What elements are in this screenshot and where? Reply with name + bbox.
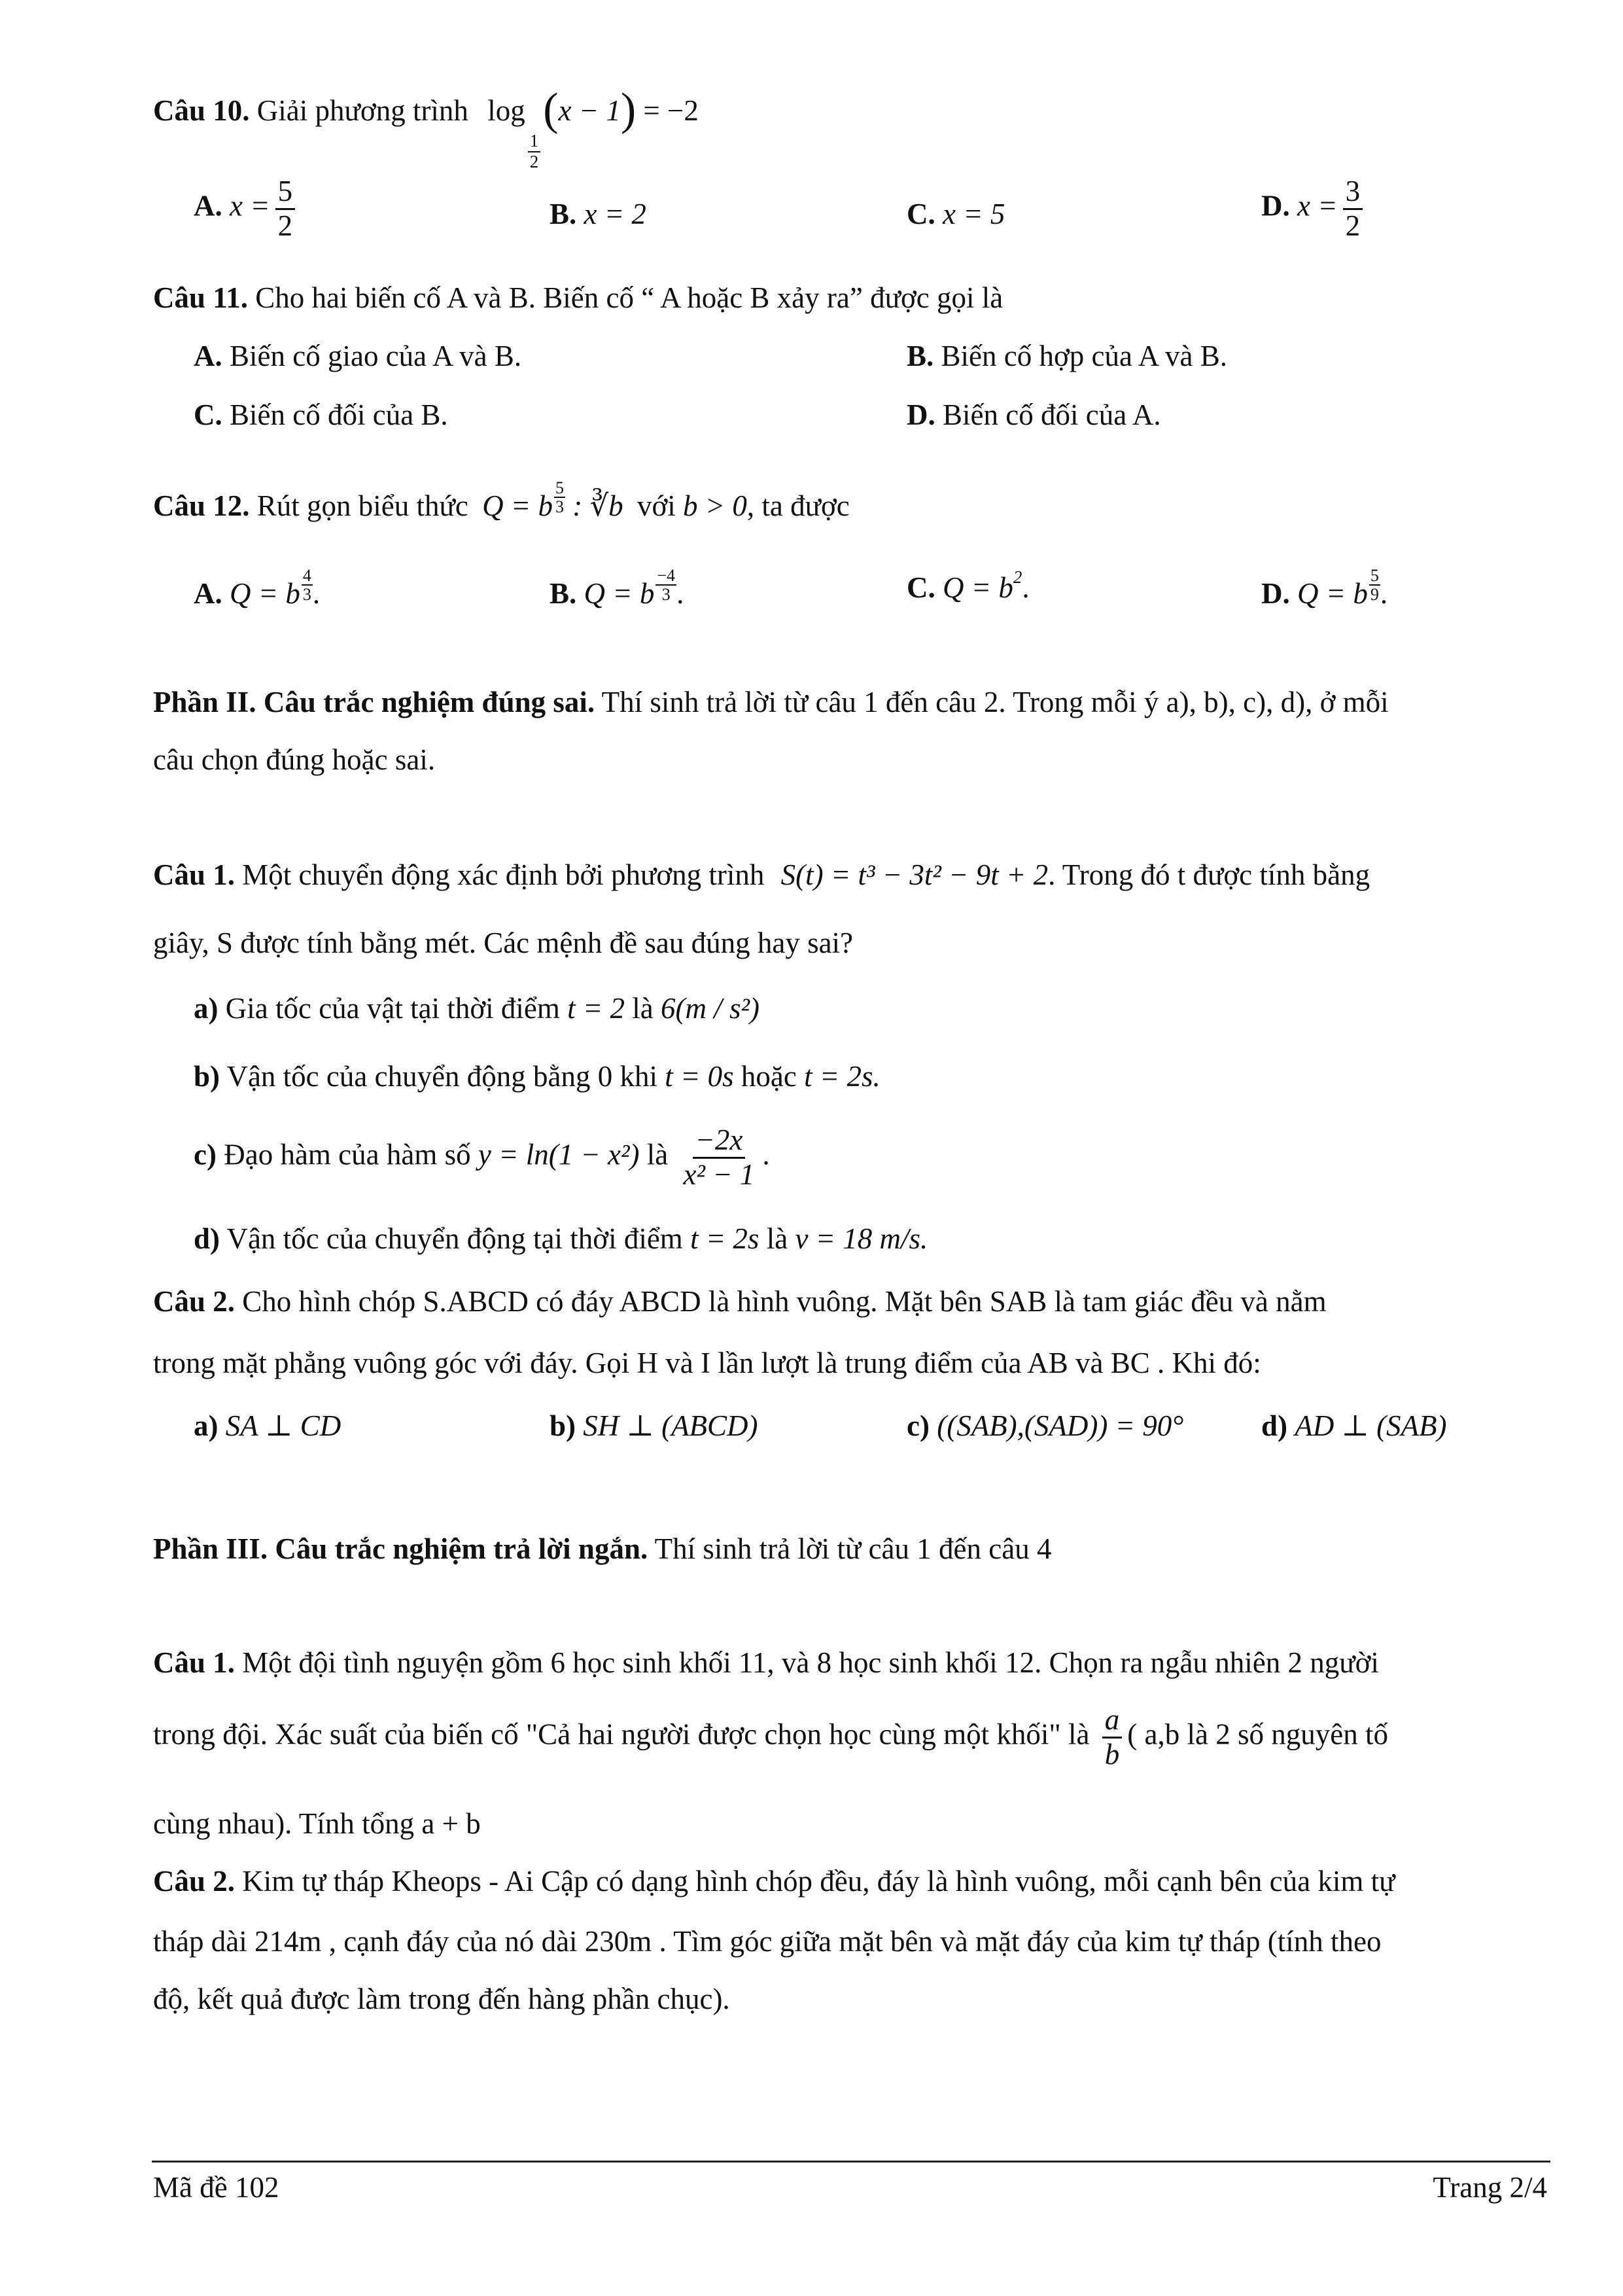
p3q1-stem: Câu 1. Một đội tình nguyện gồm 6 học sinh khối 11, và 8 học sinh khối 12. Chọn ra ngẫu nhiên 2 người (153, 1646, 1379, 1679)
footer-divider (152, 2161, 1550, 2163)
q12-option-c[interactable]: C. $Q = b^2$. (907, 567, 1030, 604)
q11-option-d[interactable]: D. Biến cố đối của A. (907, 398, 1161, 431)
question-label: Câu 2. (153, 1285, 236, 1318)
p3q1-stem-line2: trong đội. Xác suất của biến cố "Cả hai người được chọn học cùng một khối" là $\frac{a}{b}$ ( a,b là 2 số nguyên tố (153, 1703, 1388, 1771)
q10-text: Giải phương trình (256, 94, 468, 127)
question-label: Câu 12. (153, 489, 250, 522)
q11-option-a[interactable]: A. Biến cố giao của A và B. (194, 340, 522, 372)
q10-option-a[interactable]: A. x = $\frac{5}{2}$ (194, 175, 300, 242)
question-label: Câu 2. (153, 1865, 236, 1898)
part2-heading: Phần II. Câu trắc nghiệm đúng sai. Thí sinh trả lời từ câu 1 đến câu 2. Trong mỗi ý a), b), c), d), ở mỗi (153, 686, 1389, 718)
p3q2-stem-line3: độ, kết quả được làm trong đến hàng phần chục). (153, 1983, 730, 2015)
q12-option-b[interactable]: B. Q = b $\frac{-4}{3}$ . (550, 566, 684, 610)
page-number: Trang 2/4 (1433, 2171, 1547, 2204)
section-title: Phần II. Câu trắc nghiệm đúng sai. (153, 686, 595, 718)
section-title: Phần III. Câu trắc nghiệm trả lời ngắn. (153, 1532, 648, 1565)
q10-option-c[interactable]: C. x = 5 (907, 198, 1005, 230)
p2q1-item-d[interactable]: d) Vận tốc của chuyển động tại thời điểm t = 2s là v = 18 m/s. (194, 1222, 928, 1255)
p2q2-item-d[interactable]: d) AD ⊥ (SAB) (1261, 1409, 1447, 1442)
p3q2-stem-line2: tháp dài 214m , cạnh đáy của nó dài 230m . Tìm góc giữa mặt bên và mặt đáy của kim tự tháp (tính theo (153, 1925, 1382, 1958)
p2q2-item-c[interactable]: c) ((SAB),(SAD)) = 90° (907, 1409, 1184, 1442)
p2q2-item-b[interactable]: b) SH ⊥ (ABCD) (550, 1409, 758, 1442)
q12-option-d[interactable]: D. Q = b $\frac{5}{9}$ . (1261, 566, 1388, 610)
question-label: Câu 1. (153, 1646, 236, 1679)
p3q1-stem-line3: cùng nhau). Tính tổng a + b (153, 1807, 481, 1840)
part2-heading-line2: câu chọn đúng hoặc sai. (153, 743, 436, 776)
p2q2-stem-line2: trong mặt phẳng vuông góc với đáy. Gọi H và I lần lượt là trung điểm của AB và BC . Khi đó: (153, 1347, 1261, 1379)
question-label: Câu 1. (153, 858, 236, 891)
p2q1-stem-line2: giây, S được tính bằng mét. Các mệnh đề sau đúng hay sai? (153, 927, 854, 959)
q10-equation: log $\frac{1}{2}$ (x − 1) = −2 (487, 84, 699, 171)
p3q2-stem: Câu 2. Kim tự tháp Kheops - Ai Cập có dạng hình chóp đều, đáy là hình vuông, mỗi cạnh bên của kim tự (153, 1865, 1395, 1898)
p2q1-item-a[interactable]: a) Gia tốc của vật tại thời điểm t = 2 là 6(m / s²) (194, 992, 759, 1025)
q10-stem (153, 82, 699, 171)
question-label: Câu 11. (153, 281, 249, 314)
p2q2-stem: Câu 2. Cho hình chóp S.ABCD có đáy ABCD là hình vuông. Mặt bên SAB là tam giác đều và nằm (153, 1285, 1327, 1318)
question-label: Câu 10. (153, 94, 250, 127)
q11-option-c[interactable]: C. Biến cố đối của B. (194, 398, 448, 431)
q11-option-b[interactable]: B. Biến cố hợp của A và B. (907, 340, 1227, 372)
p2q1-item-c[interactable]: c) Đạo hàm của hàm số y = ln(1 − x²) là $\frac{-2x}{\text{x² − 1}}$ . (194, 1123, 770, 1191)
p2q1-stem: Câu 1. Một chuyển động xác định bởi phương trình S(t) = t³ − 3t² − 9t + 2. Trong đó t được tính bằng (153, 858, 1370, 891)
q10-option-d[interactable]: D. x = $\frac{3}{2}$ (1261, 175, 1368, 242)
q12-stem: Câu 12. Rút gọn biểu thức Q = b $\frac{5}{3}$ : ∛b với b > 0, ta được (153, 478, 850, 522)
part3-heading: Phần III. Câu trắc nghiệm trả lời ngắn. Thí sinh trả lời từ câu 1 đến câu 4 (153, 1532, 1052, 1565)
p2q1-item-b[interactable]: b) Vận tốc của chuyển động bằng 0 khi t = 0s hoặc t = 2s. (194, 1060, 881, 1093)
q11-stem: Câu 11. Cho hai biến cố A và B. Biến cố “ A hoặc B xảy ra” được gọi là (153, 281, 1003, 314)
q10-option-b[interactable]: B. x = 2 (550, 198, 646, 230)
p2q2-item-a[interactable]: a) SA ⊥ CD (194, 1409, 341, 1442)
q12-option-a[interactable]: A. Q = b $\frac{4}{3}$ . (194, 566, 321, 610)
exam-code: Mã đề 102 (153, 2171, 279, 2204)
